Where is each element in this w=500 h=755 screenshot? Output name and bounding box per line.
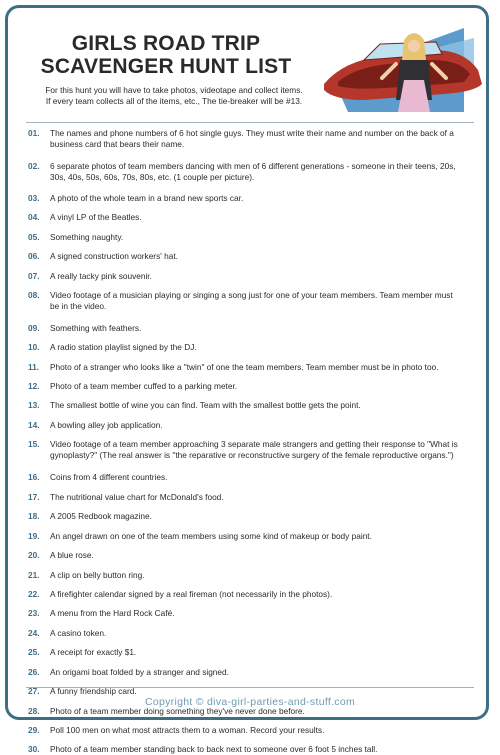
item-text-line: A menu from the Hard Rock Café. bbox=[50, 608, 175, 618]
item-text bbox=[50, 362, 480, 373]
item-number: 24. bbox=[28, 628, 40, 638]
item-number: 25. bbox=[28, 647, 40, 657]
item-number: 27. bbox=[28, 686, 40, 696]
item-number: 07. bbox=[28, 271, 40, 281]
item-text bbox=[50, 628, 480, 639]
item-text bbox=[50, 400, 480, 411]
item-text bbox=[50, 290, 480, 312]
intro-line: If every team collects all of the items, etc., The tie-breaker will be #13. bbox=[45, 96, 303, 106]
item-number: 14. bbox=[28, 420, 40, 430]
item-number: 16. bbox=[28, 472, 40, 482]
item-number: 18. bbox=[28, 511, 40, 521]
item-number: 29. bbox=[28, 725, 40, 735]
item-text bbox=[50, 271, 480, 282]
divider-top bbox=[26, 122, 474, 123]
road-trip-car-illustration bbox=[324, 20, 484, 116]
item-text-line: A casino token. bbox=[50, 628, 107, 638]
item-text-line: A receipt for exactly $1. bbox=[50, 647, 137, 657]
item-number: 02. bbox=[28, 161, 40, 171]
item-text bbox=[50, 550, 480, 561]
item-text-line: 30s, 40s, 50s, 60s, 70s, 80s, etc. (1 couple per picture). bbox=[50, 172, 255, 182]
item-number: 01. bbox=[28, 128, 40, 138]
item-text bbox=[50, 472, 480, 483]
item-text-line: A really tacky pink souvenir. bbox=[50, 271, 152, 281]
item-text bbox=[50, 323, 480, 334]
item-text bbox=[50, 212, 480, 223]
item-text-line: A radio station playlist signed by the DJ. bbox=[50, 342, 197, 352]
item-text bbox=[50, 161, 480, 183]
item-number: 26. bbox=[28, 667, 40, 677]
item-number: 19. bbox=[28, 531, 40, 541]
item-number: 23. bbox=[28, 608, 40, 618]
page-title-line1: GIRLS ROAD TRIP bbox=[71, 32, 261, 55]
item-text-line: An origami boat folded by a stranger and signed. bbox=[50, 667, 229, 677]
item-number: 28. bbox=[28, 706, 40, 716]
item-text-line: Something naughty. bbox=[50, 232, 124, 242]
item-text-line: A vinyl LP of the Beatles. bbox=[50, 212, 142, 222]
item-text-line: Photo of a team member standing back to back next to someone over 6 foot 5 inches tall. bbox=[50, 744, 378, 754]
item-text-line: A funny friendship card. bbox=[50, 686, 137, 696]
item-text-line: A bowling alley job application. bbox=[50, 420, 163, 430]
item-text bbox=[50, 420, 480, 431]
item-text bbox=[50, 608, 480, 619]
item-text-line: The names and phone numbers of 6 hot single guys. They must write their name and number on the back of a bbox=[50, 128, 454, 138]
item-number: 03. bbox=[28, 193, 40, 203]
item-text-line: The nutritional value chart for McDonald's food. bbox=[50, 492, 224, 502]
item-text bbox=[50, 511, 480, 522]
item-text-line: A firefighter calendar signed by a real fireman (not necessarily in the photos). bbox=[50, 589, 333, 599]
item-text bbox=[50, 725, 480, 736]
item-text bbox=[50, 570, 480, 581]
item-text-line: A clip on belly button ring. bbox=[50, 570, 145, 580]
item-text-line: gynoplasty?" (The real answer is "the reparative or reconstructive surgery of the female reproductive organs.") bbox=[50, 450, 454, 460]
page-title-line2: SCAVENGER HUNT LIST bbox=[40, 55, 292, 78]
item-text bbox=[50, 492, 480, 503]
item-text-line: A photo of the whole team in a brand new sports car. bbox=[50, 193, 244, 203]
item-text-line: The smallest bottle of wine you can find. Team with the smallest bottle gets the point. bbox=[50, 400, 361, 410]
item-text bbox=[50, 667, 480, 678]
item-text-line: 6 separate photos of team members dancing with men of 6 different generations - someone in their teens, 20s, bbox=[50, 161, 456, 171]
item-text-line: Video footage of a team member approaching 3 separate male strangers and getting their response to "What is bbox=[50, 439, 458, 449]
item-number: 11. bbox=[28, 362, 40, 372]
item-text-line: A signed construction workers' hat. bbox=[50, 251, 178, 261]
item-number: 10. bbox=[28, 342, 40, 352]
item-text bbox=[50, 647, 480, 658]
item-text bbox=[50, 744, 480, 755]
intro-text bbox=[24, 85, 324, 107]
item-text-line: Photo of a stranger who looks like a "twin" of one the team members. Team member must be in photo too. bbox=[50, 362, 439, 372]
item-text bbox=[50, 342, 480, 353]
item-number: 12. bbox=[28, 381, 40, 391]
item-text bbox=[50, 589, 480, 600]
item-number: 06. bbox=[28, 251, 40, 261]
item-text-line: be in the video. bbox=[50, 301, 107, 311]
item-text-line: A 2005 Redbook magazine. bbox=[50, 511, 152, 521]
item-text bbox=[50, 381, 480, 392]
item-text-line: Photo of a team member doing something they've never done before. bbox=[50, 706, 305, 716]
item-number: 05. bbox=[28, 232, 40, 242]
item-number: 15. bbox=[28, 439, 40, 449]
item-text bbox=[50, 439, 480, 461]
item-text-line: business card that bears their name. bbox=[50, 139, 185, 149]
item-text-line: An angel drawn on one of the team members using some kind of makeup or body paint. bbox=[50, 531, 372, 541]
item-text-line: Coins from 4 different countries. bbox=[50, 472, 168, 482]
scavenger-hunt-card bbox=[5, 5, 489, 754]
item-number: 08. bbox=[28, 290, 40, 300]
copyright-text: Copyright © diva-girl-parties-and-stuff.com bbox=[144, 696, 356, 708]
item-number: 22. bbox=[28, 589, 40, 599]
item-text bbox=[50, 128, 480, 150]
divider-bottom bbox=[26, 687, 474, 688]
item-number: 30. bbox=[28, 744, 40, 754]
intro-line: For this hunt you will have to take photos, videotape and collect items. bbox=[45, 85, 303, 95]
item-number: 21. bbox=[28, 570, 40, 580]
item-text-line: Something with feathers. bbox=[50, 323, 142, 333]
item-text-line: Poll 100 men on what most attracts them to a woman. Record your results. bbox=[50, 725, 325, 735]
item-number: 13. bbox=[28, 400, 40, 410]
item-number: 17. bbox=[28, 492, 40, 502]
item-text-line: Photo of a team member cuffed to a parking meter. bbox=[50, 381, 238, 391]
item-text-line: A blue rose. bbox=[50, 550, 94, 560]
item-text bbox=[50, 193, 480, 204]
item-text bbox=[50, 531, 480, 542]
item-number: 04. bbox=[28, 212, 40, 222]
item-number: 20. bbox=[28, 550, 40, 560]
item-text bbox=[50, 251, 480, 262]
item-text-line: Video footage of a musician playing or singing a song just for one of your team members. Team member must bbox=[50, 290, 453, 300]
item-number: 09. bbox=[28, 323, 40, 333]
item-text bbox=[50, 232, 480, 243]
